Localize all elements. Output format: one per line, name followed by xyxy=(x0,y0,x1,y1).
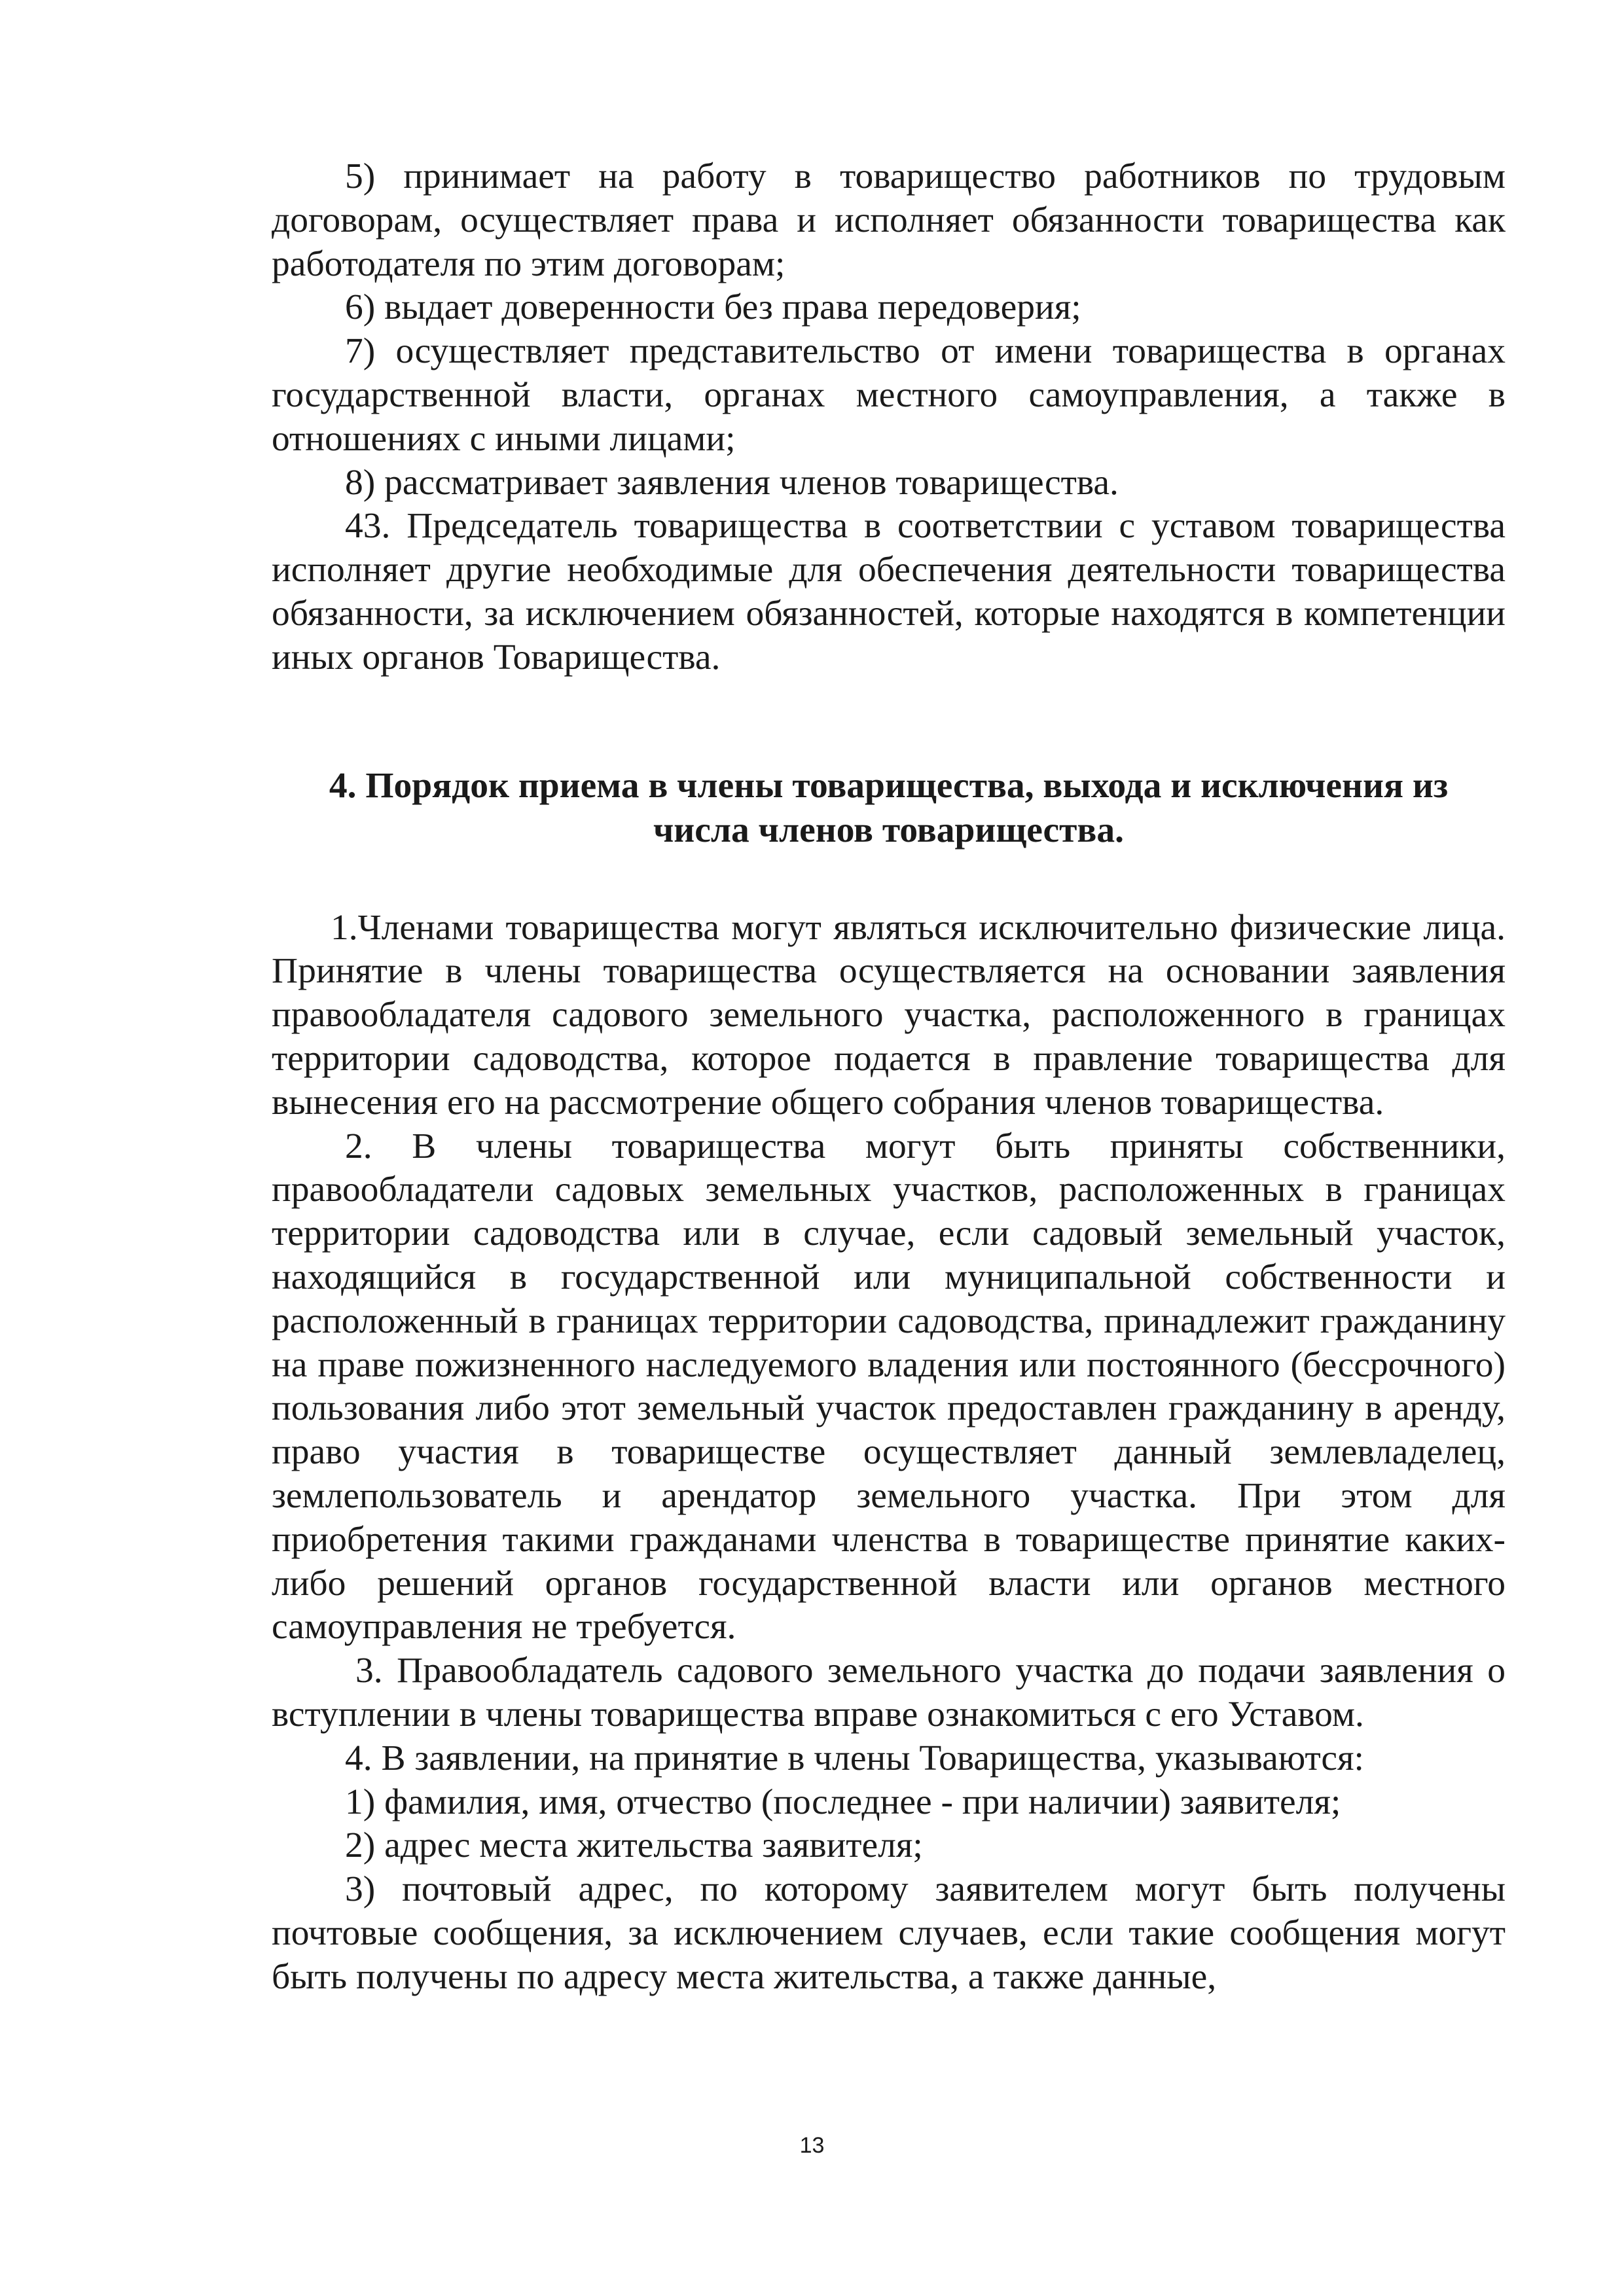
section-heading-line-2: числа членов товарищества. xyxy=(653,810,1125,850)
paragraph-item-5: 5) принимает на работу в товарищество работников по трудовым договорам, осуществляет права и исполняет обязанности товарищества как работодателя по этим договорам; xyxy=(272,156,1506,284)
paragraph-clause-1: 1.Членами товарищества могут являться исключительно физические лица. Принятие в члены товарищества осуществляется на основании заявления правообладателя садового земельного участка, расположенного в границах территории садоводства, которое подается в правление товарищества для вынесения его на рассмотрение общего собрания членов товарищества. xyxy=(272,907,1506,1122)
paragraph-subitem-2: 2) адрес места жительства заявителя; xyxy=(345,1825,923,1866)
paragraph-item-8: 8) рассматривает заявления членов товарищества. xyxy=(345,462,1119,503)
paragraph-item-6: 6) выдает доверенности без права передоверия; xyxy=(345,287,1081,328)
paragraph-clause-43: 43. Председатель товарищества в соответствии с уставом товарищества исполняет другие необходимые для обеспечения деятельности товарищества обязанности, за исключением обязанностей, которые находятся в компетенции иных органов Товарищества. xyxy=(272,506,1506,677)
paragraph-clause-3: 3. Правообладатель садового земельного участка до подачи заявления о вступлении в члены товарищества вправе ознакомиться с его Уставом. xyxy=(272,1651,1506,1734)
paragraph-clause-4: 4. В заявлении, на принятие в члены Товарищества, указываются: xyxy=(345,1738,1364,1778)
document-body xyxy=(272,155,1506,1999)
paragraph-subitem-3: 3) почтовый адрес, по которому заявителем могут быть получены почтовые сообщения, за исключением случаев, если такие сообщения могут быть получены по адресу места жительства, а также данные, xyxy=(272,1869,1506,1997)
page-number: 13 xyxy=(799,2133,825,2158)
section-heading xyxy=(272,764,1506,853)
paragraph-item-7: 7) осуществляет представительство от имени товарищества в органах государственной власти, органах местного самоуправления, а также в отношениях с иными лицами; xyxy=(272,331,1506,459)
paragraph-subitem-1: 1) фамилия, имя, отчество (последнее - при наличии) заявителя; xyxy=(345,1782,1341,1822)
paragraph-clause-2: 2. В члены товарищества могут быть приняты собственники, правообладатели садовых земельных участков, расположенных в границах территории садоводства или в случае, если садовый земельный участок, находящийся в государственной или муниципальной собственности и расположенный в границах территории садоводства, принадлежит гражданину на праве пожизненного наследуемого владения или постоянного (бессрочного) пользования либо этот земельный участок предоставлен гражданину в аренду, право участия в товариществе осуществляет данный землевладелец, землепользователь и арендатор земельного участка. При этом для приобретения такими гражданами членства в товариществе принятие каких-либо решений органов государственной власти или органов местного самоуправления не требуется. xyxy=(272,1126,1506,1647)
section-heading-line-1: 4. Порядок приема в члены товарищества, выхода и исключения из xyxy=(329,765,1449,806)
